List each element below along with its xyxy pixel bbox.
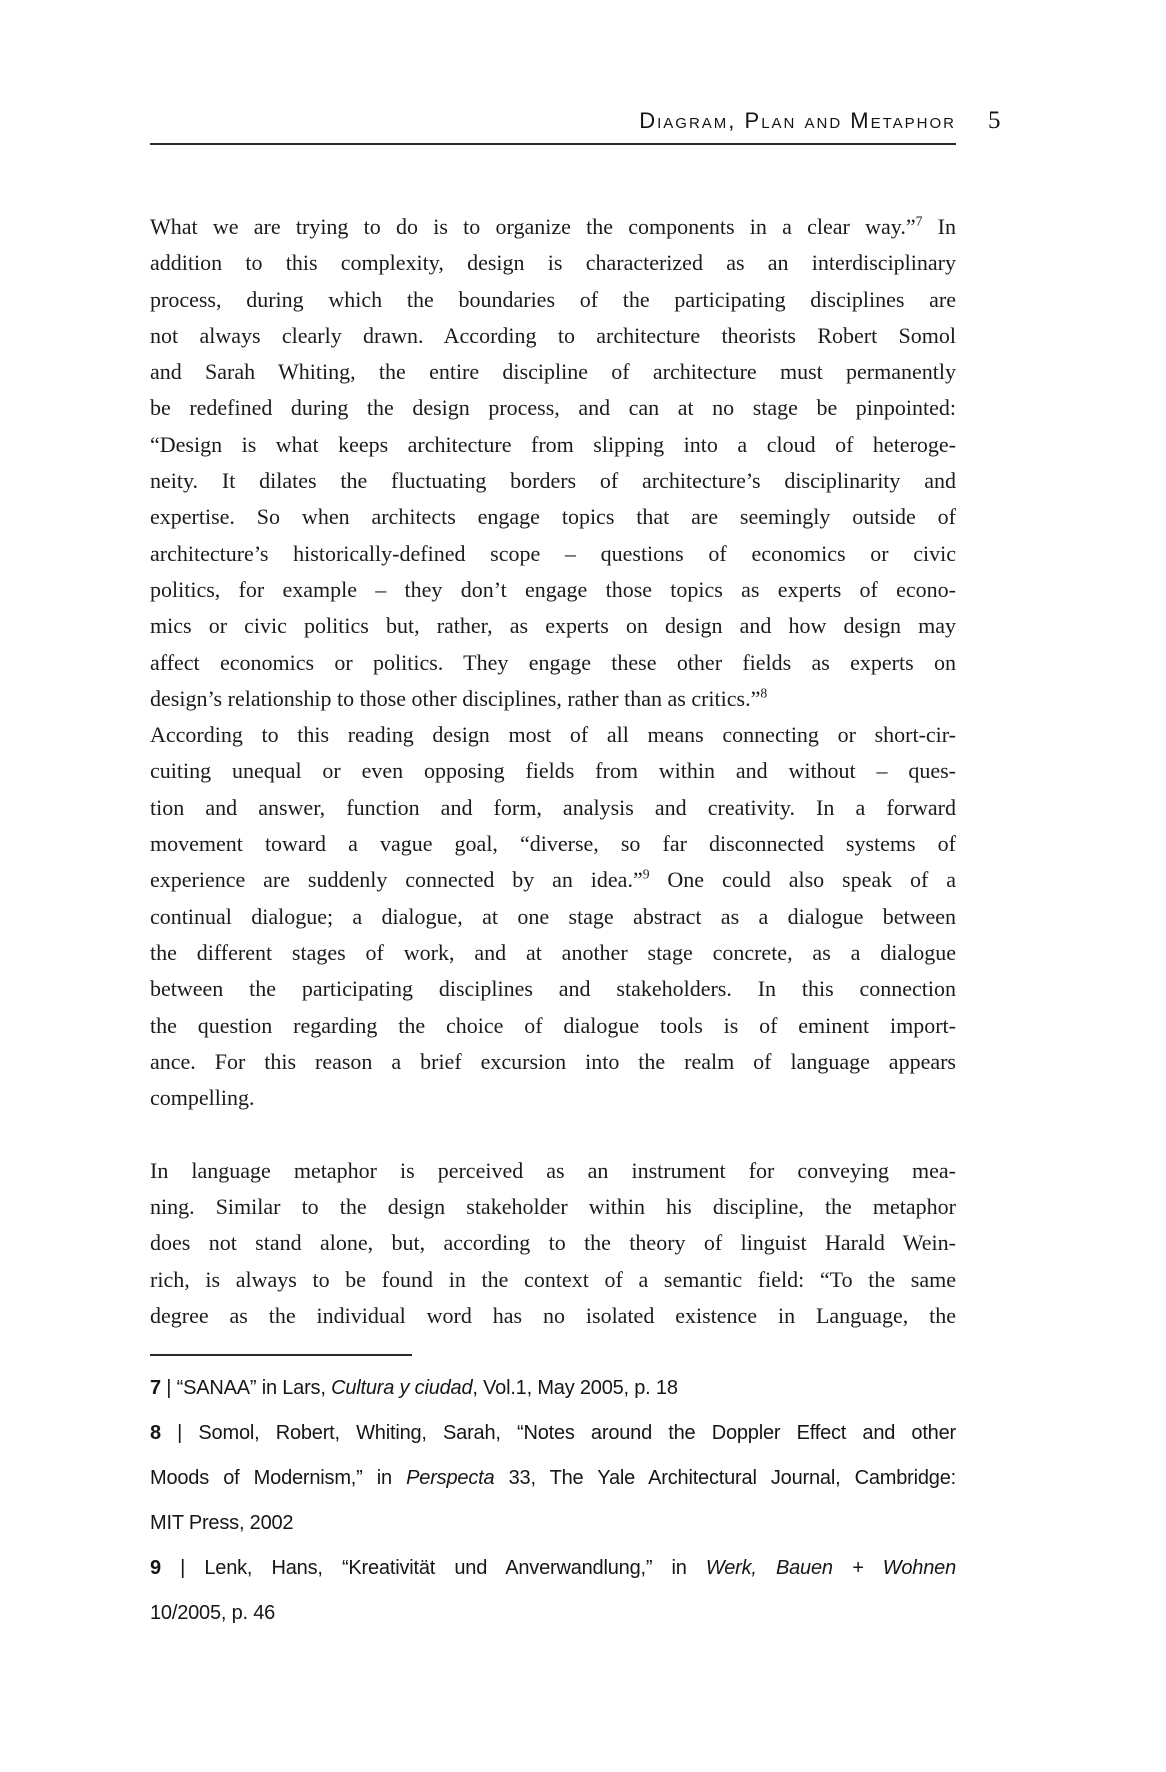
text-segment: movement toward a vague goal, “diverse, so far disconnected systems of (150, 831, 956, 857)
footnote-line (150, 1501, 956, 1546)
body-line (150, 645, 956, 681)
text-segment: MIT Press, 2002 (150, 1512, 294, 1534)
body-line (150, 1262, 956, 1298)
body-line (150, 862, 956, 898)
text-segment: One could also speak of a (649, 867, 956, 893)
text-segment: and Sarah Whiting, the entire discipline of architecture must permanently (150, 359, 956, 385)
text-segment: ning. Similar to the design stakeholder within his discipline, the metaphor (150, 1194, 956, 1220)
body-line (150, 681, 956, 717)
text-segment: architecture’s historically-defined scope – questions of economics or civic (150, 540, 956, 566)
body-line (150, 499, 956, 535)
text-segment: not always clearly drawn. According to architecture theorists Robert Somol (150, 322, 956, 348)
text-segment: 33, The Yale Architectural Journal, Cambridge: (494, 1467, 956, 1489)
footnote-line (150, 1411, 956, 1456)
footnote-9 (150, 1546, 956, 1636)
text-segment: ance. For this reason a brief excursion into the realm of language appears (150, 1048, 956, 1074)
text-segment: 7 (150, 1377, 161, 1399)
text-segment: be redefined during the design process, and can at no stage be pinpointed: (150, 395, 956, 421)
footnote-ref: 9 (642, 867, 650, 883)
text-segment: | Lenk, Hans, “Kreativität und Anverwandlung,” in (160, 1557, 706, 1579)
page-number: 5 (988, 107, 1001, 134)
text-segment: 8 (150, 1422, 161, 1444)
footnotes (150, 1366, 956, 1636)
running-head: Diagram, Plan and Metaphor (639, 108, 956, 133)
text-segment: experience are suddenly connected by an idea.” (150, 867, 643, 893)
text-segment: Moods of Modernism,” in (150, 1467, 407, 1489)
text-segment: addition to this complexity, design is characterized as an interdisciplinary (150, 250, 956, 276)
body-line (150, 390, 956, 426)
body-line (150, 245, 956, 281)
text-segment: the different stages of work, and at another stage concrete, as a dialogue (150, 939, 956, 965)
body-line (150, 826, 956, 862)
paragraph-1a (150, 209, 956, 717)
text-segment: degree as the individual word has no isolated existence in Language, the (150, 1302, 956, 1328)
text-segment: rich, is always to be found in the context of a semantic field: “To the same (150, 1266, 956, 1292)
text-segment: Perspecta (406, 1467, 495, 1489)
text-segment: between the participating disciplines and stakeholders. In this connection (150, 976, 956, 1002)
body-line (150, 209, 956, 245)
text-segment: In language metaphor is perceived as an instrument for conveying mea- (150, 1157, 956, 1183)
body-line (150, 354, 956, 390)
body-line (150, 536, 956, 572)
text-segment: tion and answer, function and form, analysis and creativity. In a forward (150, 794, 956, 820)
text-segment: design’s relationship to those other disciplines, rather than as critics.” (150, 685, 761, 711)
body-line (150, 463, 956, 499)
footnote-ref: 7 (915, 213, 923, 229)
header-rule (150, 143, 956, 145)
text-segment: 9 (150, 1557, 161, 1579)
text-segment: | Somol, Robert, Whiting, Sarah, “Notes around the Doppler Effect and other (160, 1422, 956, 1444)
body-line (150, 1008, 956, 1044)
body-line (150, 1225, 956, 1261)
body-line (150, 790, 956, 826)
text-segment: affect economics or politics. They engage these other fields as experts on (150, 649, 956, 675)
text-segment: “Design is what keeps architecture from slipping into a cloud of heteroge- (150, 431, 956, 457)
text-segment: compelling. (150, 1085, 255, 1111)
text-segment: What we are trying to do is to organize the components in a clear way.” (150, 214, 916, 239)
footnote-ref: 8 (760, 685, 768, 701)
text-segment: neity. It dilates the fluctuating borders of architecture’s disciplinarity and (150, 468, 956, 494)
body-line (150, 935, 956, 971)
paragraph-2 (150, 1153, 956, 1334)
body-line (150, 753, 956, 789)
text-segment: mics or civic politics but, rather, as experts on design and how design may (150, 613, 956, 639)
body-line (150, 318, 956, 354)
body-line (150, 1153, 956, 1189)
body-line (150, 1044, 956, 1080)
footnote-line (150, 1366, 956, 1411)
text-segment: According to this reading design most of all means connecting or short-cir- (150, 722, 956, 748)
text-segment: the question regarding the choice of dialogue tools is of eminent import- (150, 1012, 956, 1038)
body-line (150, 1298, 956, 1334)
body-line (150, 717, 956, 753)
body-line (150, 1080, 956, 1116)
text-segment: cuiting unequal or even opposing fields from within and without – ques- (150, 758, 956, 784)
footnote-8 (150, 1411, 956, 1546)
text-segment: Cultura y ciudad (331, 1377, 473, 1399)
text-segment: In (922, 214, 956, 239)
text-segment: 10/2005, p. 46 (150, 1602, 276, 1624)
paragraph-1b (150, 717, 956, 1116)
footnote-line (150, 1591, 956, 1636)
text-segment: | “SANAA” in Lars, (160, 1377, 332, 1399)
body-line (150, 1189, 956, 1225)
body-line (150, 971, 956, 1007)
text-segment: continual dialogue; a dialogue, at one stage abstract as a dialogue between (150, 903, 956, 929)
text-segment: Werk, Bauen + Wohnen (705, 1557, 956, 1579)
footnote-line (150, 1546, 956, 1591)
text-segment: does not stand alone, but, according to the theory of linguist Harald Wein- (150, 1230, 956, 1256)
text-segment: politics, for example – they don’t engage those topics as experts of econo- (150, 576, 956, 602)
footnote-line (150, 1456, 956, 1501)
body-text (150, 209, 956, 1334)
body-line (150, 427, 956, 463)
text-segment: expertise. So when architects engage topics that are seemingly outside of (150, 504, 956, 530)
body-line (150, 572, 956, 608)
text-segment: process, during which the boundaries of the participating disciplines are (150, 286, 956, 312)
body-line (150, 282, 956, 318)
body-line (150, 899, 956, 935)
body-line (150, 608, 956, 644)
text-segment: , Vol.1, May 2005, p. 18 (472, 1377, 678, 1399)
footnote-7 (150, 1366, 956, 1411)
footnote-rule (150, 1354, 412, 1356)
